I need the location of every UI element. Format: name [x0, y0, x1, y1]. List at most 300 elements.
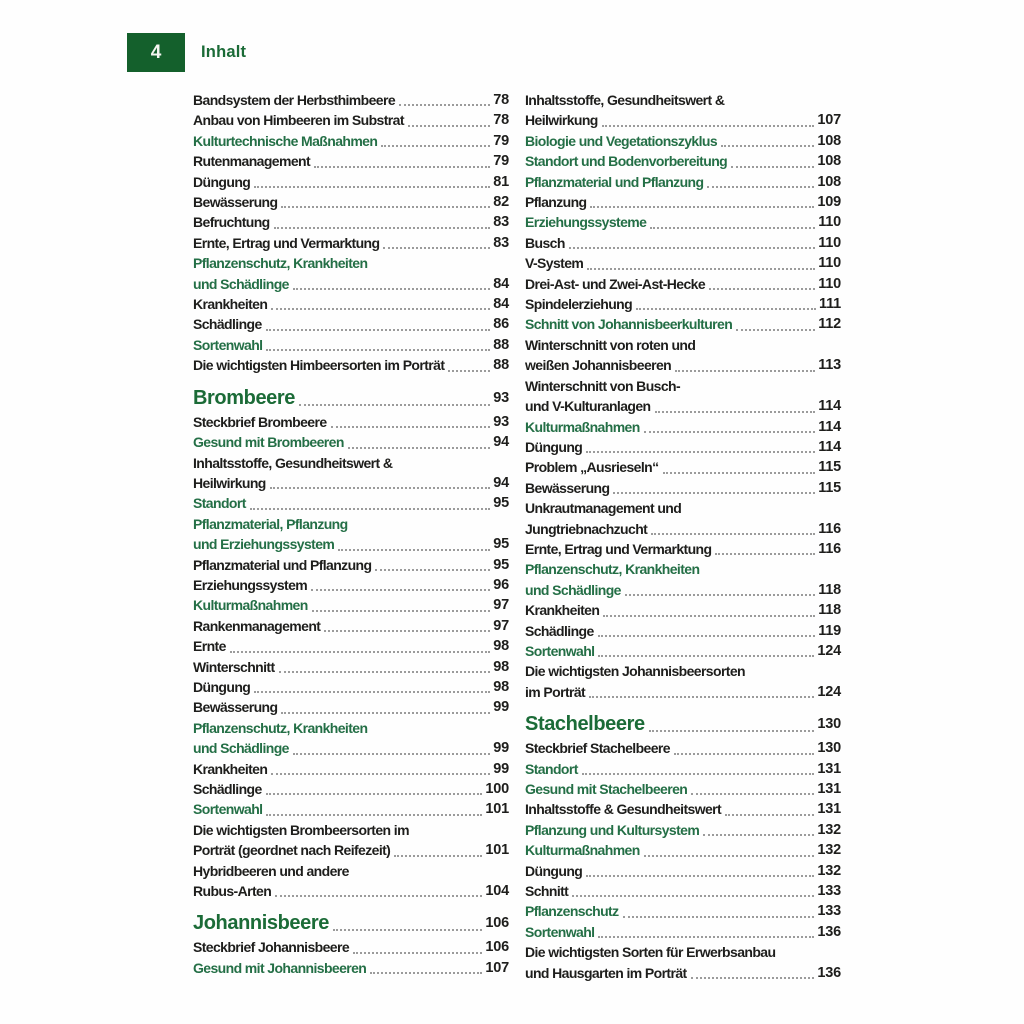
- toc-entry-page-number: 84: [493, 296, 509, 313]
- dotted-leader: [650, 212, 815, 228]
- toc-entry: [193, 718, 509, 759]
- toc-entry-label: Pflanzung: [525, 194, 587, 211]
- toc-entry-line: [193, 385, 509, 412]
- toc-entry-label: und Schädlinge: [525, 581, 621, 598]
- toc-entry: [193, 493, 509, 513]
- toc-entry-page-number: 130: [817, 716, 841, 733]
- toc-entry-label: Problem „Ausrieseln“: [525, 459, 659, 476]
- toc-entry-line: [193, 90, 509, 110]
- toc-entry-line: [525, 711, 841, 738]
- toc-entry-label: Rutenmanagement: [193, 153, 311, 170]
- toc-entry: [193, 355, 509, 375]
- toc-entry: [193, 432, 509, 452]
- toc-entry-page-number: 109: [817, 194, 841, 211]
- toc-entry-line: [193, 958, 509, 978]
- dotted-leader: [271, 759, 490, 775]
- toc-entry-label: und Schädlinge: [193, 275, 289, 292]
- dotted-leader: [266, 799, 482, 815]
- toc-entry-line: [193, 274, 509, 294]
- toc-entry-label: Busch: [525, 234, 565, 251]
- toc-entry-line: [193, 840, 509, 860]
- toc-entry-line: [193, 759, 509, 779]
- toc-entry-line: [525, 738, 841, 758]
- toc-entry-line: [193, 473, 509, 493]
- toc-entry-page-number: 131: [817, 801, 841, 818]
- toc-entry-line: [193, 110, 509, 130]
- toc-entry-label: Sortenwahl: [193, 801, 263, 818]
- toc-entry: [525, 641, 841, 661]
- toc-entry-label: V-System: [525, 255, 584, 272]
- toc-entry-line: [525, 212, 841, 232]
- toc-entry-label: Gesund mit Brombeeren: [193, 434, 344, 451]
- toc-entry-label: Schädlinge: [193, 316, 262, 333]
- toc-entry-page-number: 108: [817, 153, 841, 170]
- toc-entry-line: [193, 910, 509, 937]
- dotted-leader: [569, 233, 815, 249]
- toc-entry-label: Johannisbeere: [193, 912, 329, 935]
- toc-entry-page-number: 111: [819, 296, 841, 313]
- toc-entry-label: Standort und Bodenvorbereitung: [525, 153, 728, 170]
- toc-entry-page-number: 136: [817, 964, 841, 981]
- dotted-leader: [572, 881, 814, 897]
- toc-entry-line: [193, 131, 509, 151]
- toc-entry: [525, 212, 841, 232]
- toc-entry-line: [525, 840, 841, 860]
- toc-entry: [193, 172, 509, 192]
- toc-entry-page-number: 132: [817, 821, 841, 838]
- toc-entry-line: [525, 233, 841, 253]
- toc-entry: [525, 314, 841, 334]
- toc-entry-page-number: 133: [817, 903, 841, 920]
- toc-entry: [525, 192, 841, 212]
- toc-entry-line: [193, 555, 509, 575]
- toc-entry-line: [525, 559, 841, 579]
- toc-entry: [193, 90, 509, 110]
- toc-entry-page-number: 96: [493, 576, 509, 593]
- toc-entry-label: Die wichtigsten Brombeersorten im: [193, 821, 409, 838]
- dotted-leader: [281, 192, 490, 208]
- toc-entry-label: und Hausgarten im Porträt: [525, 964, 687, 981]
- dotted-leader: [613, 478, 815, 494]
- toc-entry-label: Heilwirkung: [193, 474, 266, 491]
- dotted-leader: [655, 396, 816, 412]
- toc-entry-page-number: 94: [493, 434, 509, 451]
- toc-entry-line: [525, 963, 841, 983]
- toc-entry: [193, 759, 509, 779]
- toc-entry-page-number: 93: [493, 413, 509, 430]
- toc-entry: [525, 437, 841, 457]
- toc-entry-page-number: 99: [493, 699, 509, 716]
- toc-entry-label: Gesund mit Johannisbeeren: [193, 959, 367, 976]
- toc-entry-page-number: 99: [493, 760, 509, 777]
- toc-entry: [193, 514, 509, 555]
- toc-entry-line: [193, 294, 509, 314]
- toc-entry-line: [525, 820, 841, 840]
- toc-entry-label: Drei-Ast- und Zwei-Ast-Hecke: [525, 275, 706, 292]
- toc-entry-label: Düngung: [525, 438, 583, 455]
- toc-entry-label: Sortenwahl: [193, 336, 263, 353]
- toc-entry-line: [193, 677, 509, 697]
- dotted-leader: [448, 355, 490, 371]
- toc-entry-page-number: 108: [817, 132, 841, 149]
- toc-entry-label: Pflanzenschutz, Krankheiten: [193, 255, 368, 272]
- toc-entry-page-number: 78: [493, 92, 509, 108]
- toc-entry-page-number: 101: [485, 842, 509, 859]
- toc-entry-line: [193, 151, 509, 171]
- dotted-leader: [636, 294, 816, 310]
- toc-entry: [525, 233, 841, 253]
- toc-entry-label: Schnitt: [525, 883, 569, 900]
- toc-entry-line: [525, 355, 841, 375]
- toc-entry-label: Standort: [525, 760, 578, 777]
- toc-entry: [193, 861, 509, 902]
- toc-entry-page-number: 124: [817, 642, 841, 659]
- toc-entry: [525, 131, 841, 151]
- toc-entry-label: Kulturmaßnahmen: [525, 418, 640, 435]
- toc-entry-page-number: 94: [493, 474, 509, 491]
- dotted-leader: [281, 697, 490, 713]
- dotted-leader: [279, 657, 491, 673]
- toc-entry-label: und Schädlinge: [193, 740, 289, 757]
- dotted-leader: [331, 412, 491, 428]
- toc-entry-label: Brombeere: [193, 386, 295, 409]
- dotted-leader: [623, 901, 815, 917]
- toc-entry-label: Schädlinge: [193, 781, 262, 797]
- dotted-leader: [230, 636, 490, 652]
- toc-entry-line: [193, 595, 509, 615]
- toc-entry-page-number: 112: [818, 316, 841, 333]
- toc-entry-label: Düngung: [193, 678, 251, 695]
- toc-entry-line: [525, 901, 841, 921]
- toc-entry-label: Bewässerung: [525, 479, 610, 496]
- dotted-leader: [590, 192, 814, 208]
- toc-entry-label: weißen Johannisbeeren: [525, 357, 672, 374]
- dotted-leader: [312, 595, 491, 611]
- toc-entry-line: [193, 937, 509, 957]
- toc-entry-page-number: 115: [818, 459, 841, 476]
- dotted-leader: [254, 677, 490, 693]
- toc-entry-line: [525, 799, 841, 819]
- dotted-leader: [691, 963, 815, 979]
- dotted-leader: [250, 493, 491, 509]
- toc-entry-page-number: 114: [818, 438, 841, 455]
- dotted-leader: [582, 759, 815, 775]
- dotted-leader: [266, 779, 483, 795]
- toc-entry-page-number: 133: [817, 883, 841, 900]
- toc-entry-line: [525, 376, 841, 396]
- toc-entry-line: [525, 131, 841, 151]
- toc-entry-label: Ernte, Ertrag und Vermarktung: [525, 540, 712, 557]
- toc-entry-label: Jungtriebnachzucht: [525, 520, 648, 537]
- toc-entry-line: [193, 657, 509, 677]
- toc-entry-line: [193, 514, 509, 534]
- toc-entry-page-number: 124: [817, 683, 841, 700]
- toc-entry: [525, 600, 841, 620]
- toc-entry-line: [193, 738, 509, 758]
- dotted-leader: [375, 555, 490, 571]
- toc-entry-page-number: 118: [818, 581, 841, 598]
- toc-entry-page-number: 97: [493, 597, 509, 614]
- toc-entry-page-number: 83: [493, 214, 509, 231]
- toc-entry-line: [193, 453, 509, 473]
- toc-chapter-entry: [193, 385, 509, 412]
- toc-chapter-entry: [193, 910, 509, 937]
- dotted-leader: [274, 212, 491, 228]
- toc-entry-page-number: 131: [817, 781, 841, 797]
- toc-entry-line: [525, 90, 841, 110]
- toc-entry-line: [193, 253, 509, 273]
- toc-entry-page-number: 98: [493, 658, 509, 675]
- toc-entry-page-number: 110: [818, 234, 841, 251]
- toc-entry: [525, 759, 841, 779]
- toc-entry-line: [525, 580, 841, 600]
- toc-entry-label: Kulturmaßnahmen: [525, 842, 640, 859]
- toc-entry: [193, 575, 509, 595]
- toc-entry-page-number: 114: [818, 418, 841, 435]
- toc-entry-line: [193, 233, 509, 253]
- toc-entry-label: Krankheiten: [525, 602, 600, 619]
- toc-entry-line: [525, 335, 841, 355]
- dotted-leader: [293, 274, 490, 290]
- dotted-leader: [324, 616, 490, 632]
- toc-entry-line: [193, 412, 509, 432]
- toc-entry: [525, 942, 841, 983]
- toc-entry-line: [193, 820, 509, 840]
- toc-entry-page-number: 136: [817, 923, 841, 940]
- dotted-leader: [311, 575, 490, 591]
- toc-entry-page-number: 116: [818, 520, 841, 537]
- dotted-leader: [266, 335, 490, 351]
- toc-entry-line: [193, 493, 509, 513]
- dotted-leader: [736, 314, 815, 330]
- toc-entry-label: Sortenwahl: [525, 642, 595, 659]
- dotted-leader: [266, 314, 491, 330]
- toc-entry-label: Pflanzmaterial und Pflanzung: [193, 556, 372, 573]
- toc-entry-label: Pflanzung und Kultursystem: [525, 821, 700, 838]
- toc-entry-page-number: 132: [817, 842, 841, 859]
- dotted-leader: [399, 90, 490, 106]
- toc-entry-line: [525, 759, 841, 779]
- toc-entry-line: [193, 881, 509, 901]
- toc-entry-line: [525, 172, 841, 192]
- dotted-leader: [394, 840, 482, 856]
- toc-entry-label: Rubus-Arten: [193, 883, 272, 900]
- toc-entry-label: und Erziehungssystem: [193, 536, 335, 553]
- toc-entry: [525, 172, 841, 192]
- dotted-leader: [293, 738, 490, 754]
- toc-entry: [193, 233, 509, 253]
- dotted-leader: [674, 738, 814, 754]
- toc-entry-line: [193, 335, 509, 355]
- dotted-leader: [353, 937, 482, 953]
- toc-entry-page-number: 130: [817, 740, 841, 757]
- toc-entry: [525, 779, 841, 799]
- dotted-leader: [589, 682, 814, 698]
- toc-column-right: [525, 90, 841, 983]
- toc-entry: [525, 901, 841, 921]
- toc-entry-line: [525, 861, 841, 881]
- toc-entry-line: [525, 253, 841, 273]
- dotted-leader: [408, 110, 490, 126]
- toc-entry-page-number: 81: [493, 173, 509, 190]
- toc-entry-label: Bewässerung: [193, 699, 278, 716]
- toc-entry: [193, 151, 509, 171]
- toc-entry: [193, 192, 509, 212]
- dotted-leader: [254, 172, 490, 188]
- toc-column-left: [193, 90, 509, 983]
- toc-entry: [193, 212, 509, 232]
- toc-entry-line: [525, 641, 841, 661]
- toc-entry-page-number: 95: [493, 495, 509, 512]
- toc-entry-line: [525, 539, 841, 559]
- toc-entry-label: Pflanzenschutz: [525, 903, 619, 920]
- toc-entry-page-number: 116: [818, 540, 841, 557]
- toc-entry-page-number: 107: [817, 112, 841, 129]
- toc-entry-line: [193, 192, 509, 212]
- toc-entry-line: [193, 636, 509, 656]
- toc-entry: [193, 453, 509, 494]
- dotted-leader: [651, 519, 815, 535]
- toc-entry-label: Die wichtigsten Himbeersorten im Porträt: [193, 357, 445, 374]
- dotted-leader: [270, 473, 491, 489]
- toc-entry: [193, 697, 509, 717]
- toc-entry-page-number: 108: [817, 173, 841, 190]
- dotted-leader: [370, 958, 482, 974]
- toc-entry: [525, 881, 841, 901]
- dotted-leader: [649, 711, 815, 732]
- dotted-leader: [731, 151, 814, 167]
- dotted-leader: [725, 799, 814, 815]
- dotted-leader: [271, 294, 490, 310]
- toc-entry: [525, 840, 841, 860]
- toc-entry: [193, 555, 509, 575]
- toc-entry-page-number: 110: [818, 255, 841, 272]
- toc-entry-page-number: 99: [493, 740, 509, 757]
- toc-entry-label: Inhaltsstoffe & Gesundheitswert: [525, 801, 722, 818]
- toc-entry-line: [193, 432, 509, 452]
- toc-entry: [193, 958, 509, 978]
- toc-entry-line: [193, 616, 509, 636]
- toc-entry-label: Steckbrief Brombeere: [193, 413, 327, 430]
- toc-entry-label: Pflanzenschutz, Krankheiten: [525, 561, 700, 578]
- toc-entry-line: [525, 192, 841, 212]
- toc-entry-line: [525, 110, 841, 130]
- toc-entry: [525, 151, 841, 171]
- dotted-leader: [644, 417, 816, 433]
- toc-entry-line: [193, 355, 509, 375]
- toc-entry: [525, 274, 841, 294]
- toc-entry-label: Bandsystem der Herbsthimbeere: [193, 92, 396, 108]
- toc-entry-line: [525, 498, 841, 518]
- dotted-leader: [348, 432, 491, 448]
- dotted-leader: [663, 457, 816, 473]
- toc-entry: [525, 799, 841, 819]
- toc-entry-page-number: 104: [485, 883, 509, 900]
- toc-entry: [193, 314, 509, 334]
- toc-entry-line: [525, 314, 841, 334]
- toc-entry: [525, 457, 841, 477]
- toc-entry-label: Düngung: [525, 862, 583, 879]
- toc-entry-page-number: 110: [818, 275, 841, 292]
- toc-entry-label: Unkrautmanagement und: [525, 500, 682, 517]
- toc-entry: [193, 335, 509, 355]
- toc-entry-label: Erziehungssystem: [193, 576, 308, 593]
- toc-entry-label: Biologie und Vegetationszyklus: [525, 132, 718, 149]
- toc-entry-line: [525, 779, 841, 799]
- toc-entry-label: Winterschnitt von roten und: [525, 336, 696, 353]
- toc-entry: [525, 922, 841, 942]
- toc-entry: [525, 478, 841, 498]
- toc-entry-page-number: 106: [485, 939, 509, 956]
- toc-entry-page-number: 95: [493, 536, 509, 553]
- toc-entry-label: und V-Kulturanlagen: [525, 398, 651, 415]
- toc-entry-page-number: 114: [818, 398, 841, 415]
- toc-entry-label: Gesund mit Stachelbeeren: [525, 781, 688, 797]
- toc-entry-line: [193, 861, 509, 881]
- toc-entry-label: Anbau von Himbeeren im Substrat: [193, 112, 404, 129]
- dotted-leader: [314, 151, 490, 167]
- toc-entry-label: Steckbrief Johannisbeere: [193, 939, 349, 956]
- toc-entry-line: [525, 942, 841, 962]
- toc-entry-line: [525, 151, 841, 171]
- toc-entry-label: Stachelbeere: [525, 713, 645, 736]
- toc-entry-page-number: 95: [493, 556, 509, 573]
- toc-entry-label: Krankheiten: [193, 760, 268, 777]
- toc-entry: [525, 539, 841, 559]
- dotted-leader: [709, 274, 815, 290]
- toc-entry-page-number: 100: [485, 781, 509, 797]
- toc-entry-page-number: 83: [493, 234, 509, 251]
- dotted-leader: [587, 253, 815, 269]
- toc-entry-line: [525, 621, 841, 641]
- toc-entry-line: [193, 697, 509, 717]
- toc-entry: [525, 861, 841, 881]
- toc-entry-label: Ernte: [193, 638, 226, 655]
- toc-entry: [193, 820, 509, 861]
- dotted-leader: [598, 922, 814, 938]
- toc-entry-label: Sortenwahl: [525, 923, 595, 940]
- toc-entry-line: [193, 212, 509, 232]
- toc-entry-label: Steckbrief Stachelbeere: [525, 740, 670, 757]
- toc-entry: [525, 90, 841, 131]
- page-title: Inhalt: [201, 43, 247, 61]
- toc-entry-line: [525, 881, 841, 901]
- toc-entry-page-number: 118: [818, 602, 841, 619]
- toc-entry-line: [525, 274, 841, 294]
- toc-entry-page-number: 78: [493, 112, 509, 129]
- toc-entry-label: Winterschnitt: [193, 658, 275, 675]
- dotted-leader: [586, 437, 815, 453]
- toc-entry-line: [193, 575, 509, 595]
- toc-entry: [525, 417, 841, 437]
- dotted-leader: [707, 172, 814, 188]
- dotted-leader: [275, 881, 482, 897]
- dotted-leader: [625, 580, 815, 596]
- dotted-leader: [333, 910, 482, 931]
- dotted-leader: [691, 779, 814, 795]
- dotted-leader: [703, 820, 814, 836]
- toc-entry-page-number: 119: [818, 622, 841, 639]
- dotted-leader: [602, 110, 815, 126]
- toc-entry: [193, 779, 509, 799]
- toc-entry: [193, 253, 509, 294]
- toc-entry-line: [525, 478, 841, 498]
- toc-entry-label: Winterschnitt von Busch-: [525, 377, 681, 394]
- toc-entry-page-number: 131: [817, 760, 841, 777]
- toc-entry: [193, 110, 509, 130]
- toc-entry: [193, 412, 509, 432]
- toc-columns: [193, 90, 841, 983]
